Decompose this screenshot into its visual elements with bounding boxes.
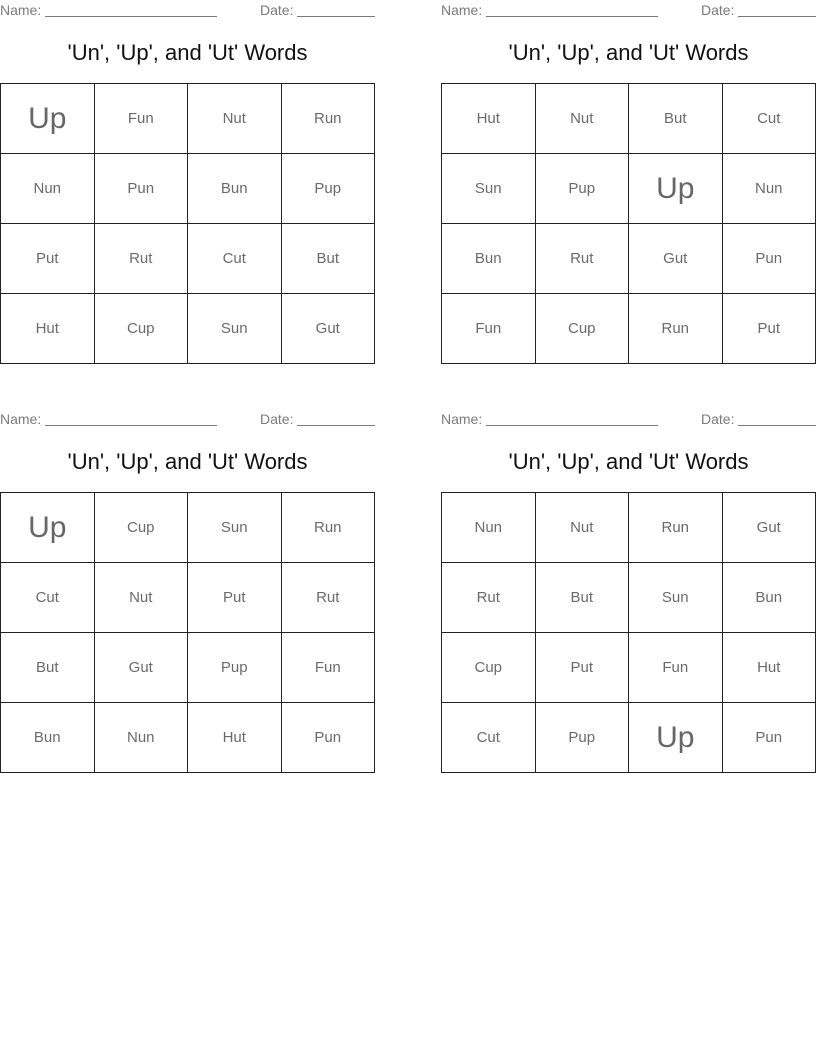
name-blank-line	[486, 16, 658, 17]
card-header	[0, 2, 375, 20]
name-blank-line	[45, 16, 217, 17]
grid-row	[1, 154, 375, 224]
grid-cell: Run	[629, 493, 723, 563]
grid-cell: Hut	[188, 703, 282, 773]
bingo-grid	[441, 492, 816, 773]
grid-row	[442, 563, 816, 633]
grid-cell: Bun	[722, 563, 816, 633]
grid-cell: Rut	[281, 563, 375, 633]
grid-cell: Pun	[722, 224, 816, 294]
grid-cell: But	[1, 633, 95, 703]
bingo-grid	[0, 492, 375, 773]
card-title: 'Un', 'Up', and 'Ut' Words	[67, 40, 308, 65]
grid-cell: Sun	[188, 493, 282, 563]
date-label: Date:	[701, 411, 735, 427]
grid-cell: Bun	[188, 154, 282, 224]
grid-cell-free: Up	[1, 493, 95, 563]
grid-cell: Hut	[1, 294, 95, 364]
grid-cell: Nun	[1, 154, 95, 224]
grid-cell: Cut	[442, 703, 536, 773]
grid-cell: Fun	[281, 633, 375, 703]
grid-cell: Rut	[535, 224, 629, 294]
bingo-grid	[441, 83, 816, 364]
name-label: Name:	[0, 2, 42, 18]
grid-cell: Sun	[188, 294, 282, 364]
grid-cell: Fun	[442, 294, 536, 364]
grid-cell: Pup	[281, 154, 375, 224]
bingo-card-1	[0, 0, 375, 380]
grid-cell: Cup	[535, 294, 629, 364]
grid-row	[1, 563, 375, 633]
grid-cell-free: Up	[629, 703, 723, 773]
grid-cell: Hut	[442, 84, 536, 154]
name-blank-line	[486, 425, 658, 426]
grid-cell: Bun	[442, 224, 536, 294]
grid-cell: Nun	[442, 493, 536, 563]
date-label: Date:	[260, 2, 294, 18]
grid-row	[1, 493, 375, 563]
bingo-card-2	[441, 0, 816, 380]
card-header	[441, 2, 816, 20]
grid-cell: Run	[281, 493, 375, 563]
grid-cell-free: Up	[629, 154, 723, 224]
grid-cell: Nut	[535, 493, 629, 563]
grid-cell: But	[629, 84, 723, 154]
grid-row	[442, 154, 816, 224]
name-blank-line	[45, 425, 217, 426]
grid-cell: Put	[722, 294, 816, 364]
grid-cell: Put	[535, 633, 629, 703]
grid-cell: Gut	[722, 493, 816, 563]
grid-row	[1, 703, 375, 773]
bingo-grid	[0, 83, 375, 364]
grid-cell: Put	[1, 224, 95, 294]
grid-cell: Cup	[94, 294, 188, 364]
grid-cell: Rut	[442, 563, 536, 633]
grid-cell: Rut	[94, 224, 188, 294]
grid-cell: Hut	[722, 633, 816, 703]
grid-cell: Nut	[188, 84, 282, 154]
grid-cell: Gut	[281, 294, 375, 364]
grid-cell: Cut	[188, 224, 282, 294]
name-label: Name:	[441, 2, 483, 18]
grid-row	[442, 493, 816, 563]
card-header	[441, 411, 816, 429]
grid-row	[1, 224, 375, 294]
grid-cell: Pup	[188, 633, 282, 703]
grid-cell: Cup	[94, 493, 188, 563]
grid-row	[442, 703, 816, 773]
date-label: Date:	[260, 411, 294, 427]
grid-cell: Sun	[629, 563, 723, 633]
grid-cell: Pup	[535, 703, 629, 773]
grid-row	[442, 84, 816, 154]
grid-row	[442, 633, 816, 703]
grid-row	[1, 633, 375, 703]
date-blank-line	[297, 425, 375, 426]
grid-cell: Put	[188, 563, 282, 633]
grid-cell: But	[281, 224, 375, 294]
grid-cell: Bun	[1, 703, 95, 773]
grid-cell: Nun	[722, 154, 816, 224]
card-header	[0, 411, 375, 429]
grid-cell: Sun	[442, 154, 536, 224]
grid-cell: Pun	[722, 703, 816, 773]
date-blank-line	[738, 425, 816, 426]
grid-cell: Cut	[722, 84, 816, 154]
grid-cell: Run	[281, 84, 375, 154]
grid-row	[1, 84, 375, 154]
name-label: Name:	[0, 411, 42, 427]
grid-cell: Gut	[94, 633, 188, 703]
grid-row	[442, 224, 816, 294]
grid-cell: Pup	[535, 154, 629, 224]
grid-row	[442, 294, 816, 364]
card-title: 'Un', 'Up', and 'Ut' Words	[508, 449, 749, 474]
card-title: 'Un', 'Up', and 'Ut' Words	[508, 40, 749, 65]
grid-cell: Fun	[94, 84, 188, 154]
grid-cell: But	[535, 563, 629, 633]
date-label: Date:	[701, 2, 735, 18]
grid-cell: Nut	[94, 563, 188, 633]
grid-cell: Pun	[281, 703, 375, 773]
bingo-card-4	[441, 409, 816, 789]
bingo-card-3	[0, 409, 375, 789]
grid-cell: Cut	[1, 563, 95, 633]
card-title: 'Un', 'Up', and 'Ut' Words	[67, 449, 308, 474]
grid-cell: Run	[629, 294, 723, 364]
grid-cell: Nun	[94, 703, 188, 773]
date-blank-line	[738, 16, 816, 17]
grid-cell: Fun	[629, 633, 723, 703]
grid-cell: Gut	[629, 224, 723, 294]
grid-row	[1, 294, 375, 364]
date-blank-line	[297, 16, 375, 17]
name-label: Name:	[441, 411, 483, 427]
grid-cell: Cup	[442, 633, 536, 703]
grid-cell-free: Up	[1, 84, 95, 154]
grid-cell: Pun	[94, 154, 188, 224]
grid-cell: Nut	[535, 84, 629, 154]
